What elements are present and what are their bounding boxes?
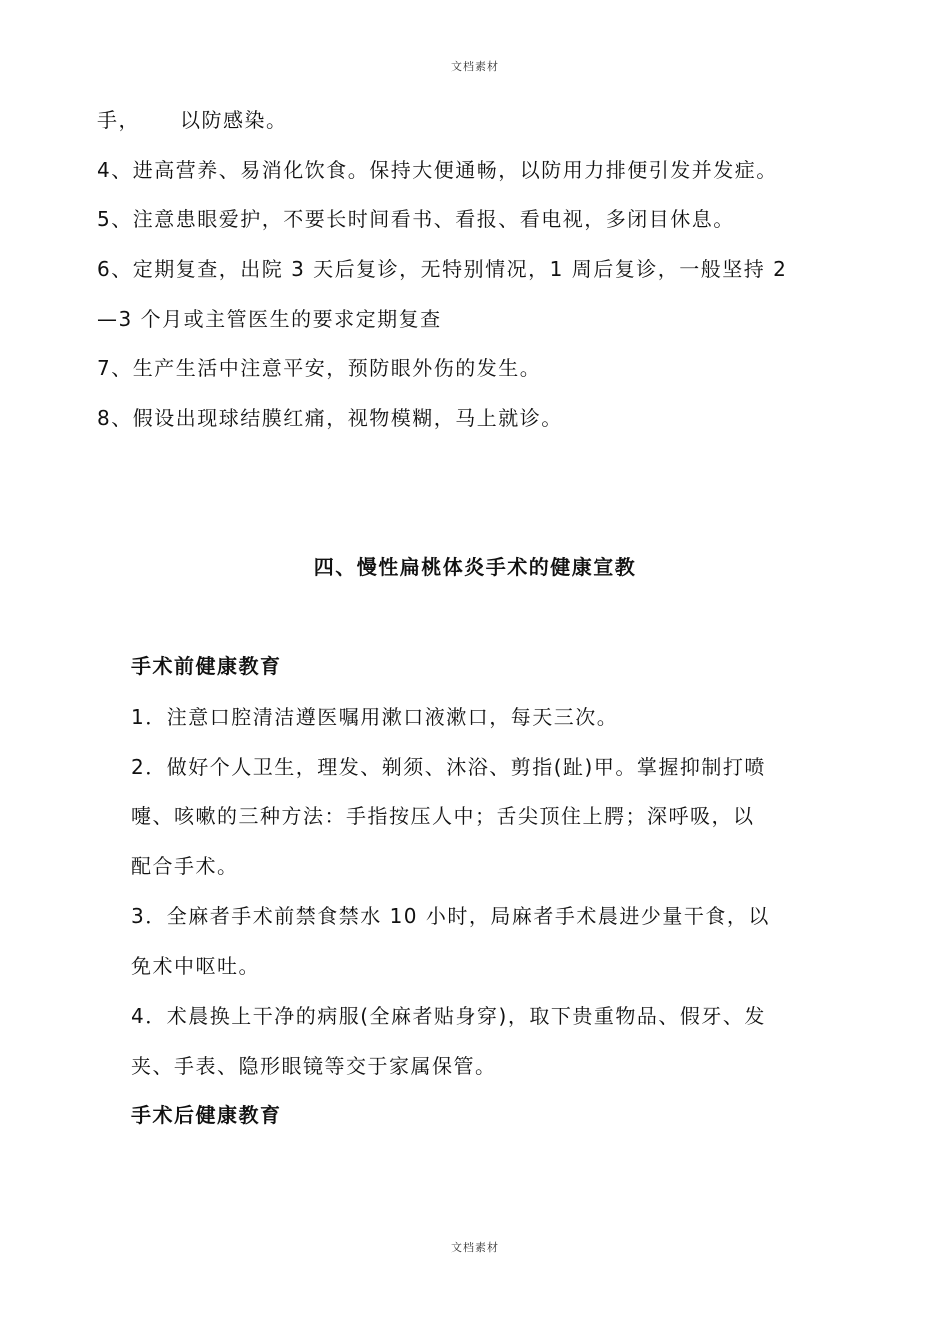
list-item: 5、注意患眼爱护，不要长时间看书、看报、看电视，多闭目休息。 [97, 207, 735, 231]
pre-op-line: 配合手术。 [131, 854, 239, 878]
page-header: 文档素材 [451, 60, 499, 73]
page-footer: 文档素材 [451, 1241, 499, 1254]
pre-op-line: 夹、手表、隐形眼镜等交于家属保管。 [131, 1054, 497, 1078]
pre-op-line: 嚏、咳嗽的三种方法：手指按压人中；舌尖顶住上腭；深呼吸，以 [131, 804, 755, 828]
list-item: 7、生产生活中注意平安，预防眼外伤的发生。 [97, 356, 542, 380]
list-item: 8、假设出现球结膜红痛，视物模糊，马上就诊。 [97, 406, 563, 430]
continued-line [97, 108, 288, 132]
section-title: 四、慢性扁桃体炎手术的健康宣教 [313, 555, 637, 579]
pre-op-line: 3．全麻者手术前禁食禁水 10 小时，局麻者手术晨进少量干食，以 [131, 904, 770, 928]
pre-op-line: 1．注意口腔清洁遵医嘱用漱口液漱口，每天三次。 [131, 705, 619, 729]
continued-line-end: 以防感染。 [180, 108, 288, 132]
post-op-heading: 手术后健康教育 [131, 1103, 282, 1127]
list-item: 4、进高营养、易消化饮食。保持大便通畅，以防用力排便引发并发症。 [97, 158, 778, 182]
pre-op-line: 4．术晨换上干净的病服(全麻者贴身穿)，取下贵重物品、假牙、发 [131, 1004, 766, 1028]
continued-line-start: 手， [97, 108, 140, 132]
list-item-continuation: —3 个月或主管医生的要求定期复查 [97, 307, 442, 331]
pre-op-line: 免术中呕吐。 [131, 954, 260, 978]
list-item: 6、定期复查，出院 3 天后复诊，无特别情况，1 周后复诊，一般坚持 2 [97, 257, 788, 281]
pre-op-line: 2．做好个人卫生，理发、剃须、沐浴、剪指(趾)甲。掌握抑制打喷 [131, 755, 766, 779]
pre-op-heading: 手术前健康教育 [131, 654, 282, 678]
